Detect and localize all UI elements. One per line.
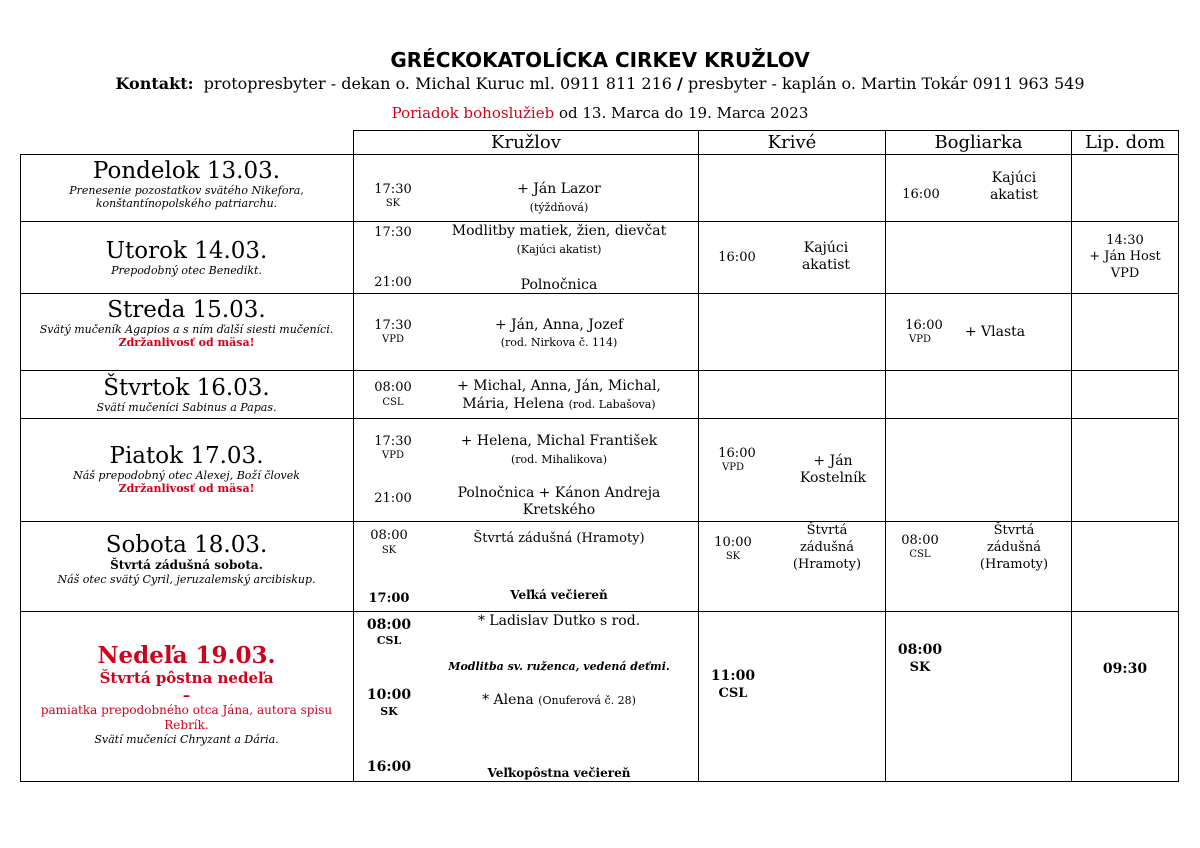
kruzlov-tue-time2: 21:00 [374,275,412,290]
contact-separator: / [677,74,683,93]
krive-fri-lang: VPD [722,462,744,473]
day-name: Štvrtok 16.03. [103,375,270,401]
day-friday [20,443,353,496]
kruzlov-sat-service2: Veľká večiereň [510,588,608,602]
kruzlov-fri-lang1: VPD [382,450,404,461]
kruzlov-tue-service2: Polnočnica [520,277,598,293]
kruzlov-thu-names: Mária, Helena [462,396,565,412]
kruzlov-fri-note: (rod. Mihalikova) [510,453,608,466]
bogliarka-sat-service: Štvrtá zádušná (Hramoty) [979,523,1049,572]
column-krive: Krivé [767,132,817,153]
day-wednesday [20,297,353,350]
kruzlov-sun-time2: 10:00 [366,687,412,703]
krive-fri-time: 16:00 [718,446,756,461]
kruzlov-fri-intention: + Helena, Michal František [460,433,658,449]
kruzlov-sun-name2: * Alena [482,692,534,708]
kruzlov-mon-note: (týždňová) [529,201,589,214]
fast-notice: Zdržanlivosť od mäsa! [118,336,255,349]
bogliarka-wed-lang: VPD [909,334,931,345]
day-memory: pamiatka prepodobného otca Jána, autora spisu Rebrík. [40,703,333,732]
kruzlov-wed-lang: VPD [382,334,404,345]
kruzlov-sat-lang1: SK [381,545,397,556]
krive-sat-service: Štvrtá zádušná (Hramoty) [792,523,862,572]
bogliarka-sat-lang: CSL [909,549,931,560]
kruzlov-fri-time1: 17:30 [374,434,412,449]
kruzlov-sun-rosary: Modlitba sv. ruženca, vedená deťmi. [448,660,670,673]
contact-line [0,74,1200,93]
lipdom-tue-lang: VPD [1110,266,1140,281]
contact-chaplain: presbyter - kaplán o. Martin Tokár 0911 963 549 [687,74,1085,93]
kruzlov-sun-lang2: SK [380,705,398,718]
fast-notice: Zdržanlivosť od mäsa! [118,482,255,495]
day-monday [20,158,353,210]
day-tuesday [20,238,353,277]
lipdom-tue-time: 14:30 [1106,233,1144,248]
day-feast: Svätí mučeníci Chryzant a Dária. [94,733,279,746]
bogliarka-sat-time: 08:00 [901,533,939,548]
day-name: Pondelok 13.03. [92,158,281,184]
kruzlov-thu-lang: CSL [382,397,404,408]
krive-fri-intention: + Ján Kostelník [799,453,867,486]
kruzlov-sat-service1: Štvrtá zádušná (Hramoty) [473,531,645,546]
kruzlov-thu-intention1: + Michal, Anna, Ján, Michal, [457,378,661,394]
kruzlov-sun-time1: 08:00 [366,617,412,633]
kruzlov-tue-note1: (Kajúci akatist) [516,243,602,256]
day-feast: Náš prepodobný otec Alexej, Boží človek [73,469,300,482]
bogliarka-sun-time: 08:00 [897,642,943,658]
bogliarka-mon-time: 16:00 [902,187,940,202]
kruzlov-thu-intention2 [420,396,698,413]
contact-label: Kontakt: [115,74,194,93]
page-title: GRÉCKOKATOLÍCKA CIRKEV KRUŽLOV [390,48,810,72]
kruzlov-sun-service3: Veľkopôstna večiereň [487,766,631,780]
krive-tue-service: Kajúci akatist [801,240,851,273]
kruzlov-wed-note: (rod. Nirkova č. 114) [500,336,618,349]
day-subtitle: Štvrtá pôstna nedeľa [99,669,274,687]
day-thursday [20,375,353,414]
column-bogliarka: Bogliarka [934,132,1023,153]
krive-sun-time: 11:00 [710,668,756,684]
krive-sat-lang: SK [725,551,741,562]
krive-sat-time: 10:00 [714,535,752,550]
kruzlov-wed-time: 17:30 [374,318,412,333]
column-lipdom: Lip. dom [1084,132,1166,153]
kruzlov-mon-time: 17:30 [374,182,412,197]
kruzlov-sun-time3: 16:00 [366,759,412,775]
krive-tue-time: 16:00 [718,250,756,265]
kruzlov-sun-intention2 [420,692,698,709]
day-feast: Náš otec svätý Cyril, jeruzalemský arcibiskup. [57,573,316,586]
contact-dean: protopresbyter - dekan o. Michal Kuruc ml. 0911 811 216 [203,74,672,93]
day-feast: Svätí mučeníci Sabinus a Papas. [96,401,277,414]
day-saturday [20,532,353,586]
kruzlov-mon-lang: SK [385,198,401,209]
bogliarka-wed-time: 16:00 [905,318,943,333]
day-feast: Prenesenie pozostatkov svätého Nikefora, konštantínopolského patriarchu. [69,184,304,210]
kruzlov-tue-time1: 17:30 [374,225,412,240]
day-dash: – [182,686,191,704]
day-feast: Prepodobný otec Benedikt. [111,264,262,277]
kruzlov-wed-intention: + Ján, Anna, Jozef [494,317,624,333]
day-name: Sobota 18.03. [105,532,268,558]
krive-sun-lang: CSL [718,686,748,701]
kruzlov-sun-note2: (Onuferová č. 28) [538,694,636,707]
kruzlov-thu-note: (rod. Labašova) [568,398,656,411]
day-name: Utorok 14.03. [105,238,268,264]
kruzlov-thu-time: 08:00 [374,380,412,395]
period-dates: od 13. Marca do 19. Marca 2023 [554,104,809,122]
kruzlov-fri-time2: 21:00 [374,491,412,506]
period-label: Poriadok bohoslužieb [391,104,555,122]
bogliarka-wed-intention: + Vlasta [964,324,1026,340]
day-subtitle: Štvrtá zádušná sobota. [110,558,263,572]
schedule-period [0,104,1200,122]
kruzlov-sun-lang1: CSL [376,634,402,647]
kruzlov-sat-time1: 08:00 [370,528,408,543]
day-sunday [20,642,353,746]
day-name: Nedeľa 19.03. [97,642,276,669]
day-feast: Svätý mučeník Agapios a s ním ďalší siesti mučeníci. [39,323,334,336]
day-name: Piatok 17.03. [109,443,264,469]
lipdom-sun-time: 09:30 [1102,661,1148,677]
bogliarka-mon-service: Kajúci akatist [989,170,1039,203]
day-name: Streda 15.03. [107,297,266,323]
bogliarka-sun-lang: SK [909,660,931,675]
kruzlov-mon-intention: + Ján Lazor [517,181,601,197]
kruzlov-sun-intention1: * Ladislav Dutko s rod. [477,613,641,629]
kruzlov-fri-service2: Polnočnica + Kánon Andreja Kretského [457,485,661,518]
column-kruzlov: Kružlov [491,132,561,153]
lipdom-tue-intention: + Ján Host [1089,249,1161,264]
kruzlov-sat-time2: 17:00 [368,591,410,606]
kruzlov-tue-service1: Modlitby matiek, žien, dievčat [451,223,667,239]
